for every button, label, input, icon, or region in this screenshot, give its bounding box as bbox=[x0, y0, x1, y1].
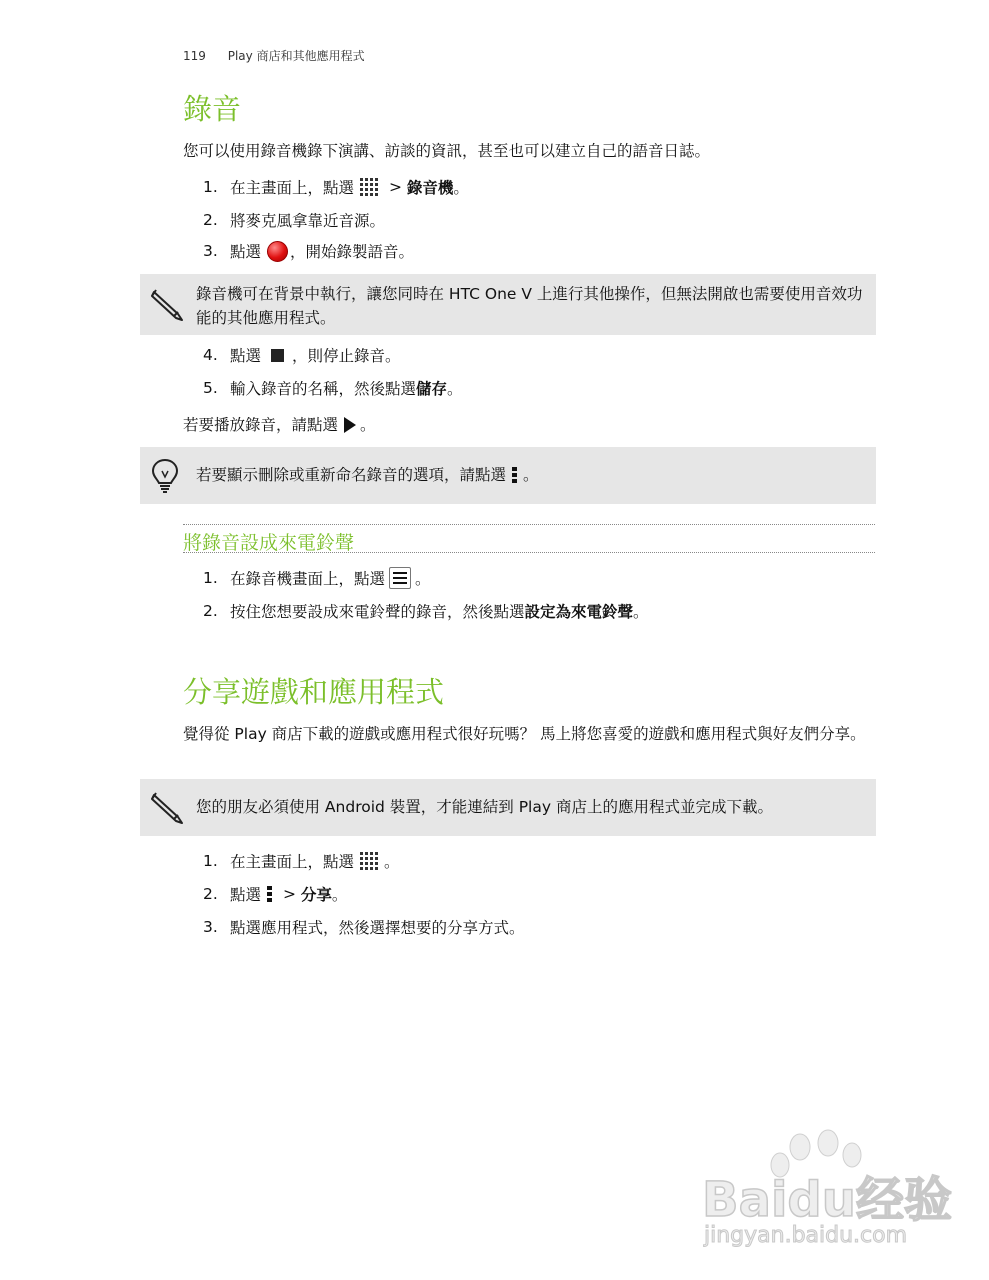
all-apps-grid-icon bbox=[360, 178, 378, 196]
tip-box bbox=[140, 447, 876, 504]
section-title-recording: 錄音 bbox=[183, 92, 242, 126]
note-box bbox=[140, 779, 876, 836]
playback-instruction: 若要播放錄音，請點選 。 bbox=[183, 416, 376, 434]
list-item: 1. 在主畫面上，點選 > 錄音機 。 bbox=[203, 178, 469, 197]
stop-icon bbox=[271, 349, 284, 362]
note-text: 您的朋友必須使用 Android 裝置，才能連結到 Play 商店上的應用程式並完成下載。 bbox=[196, 798, 773, 816]
watermark bbox=[700, 1125, 952, 1255]
subsection-title: 將錄音設成來電鈴聲 bbox=[183, 532, 355, 554]
more-vertical-icon bbox=[512, 467, 517, 483]
list-item: 4. 點選 ，則停止錄音。 bbox=[203, 346, 401, 365]
list-item: 1. 在主畫面上，點選 。 bbox=[203, 852, 400, 871]
note-box bbox=[140, 274, 876, 335]
chapter-title: Play 商店和其他應用程式 bbox=[227, 49, 365, 63]
list-item: 2. 按住您想要設成來電鈴聲的錄音，然後點選 設定為來電鈴聲 。 bbox=[203, 602, 649, 621]
play-icon bbox=[344, 417, 356, 433]
tip-text: 若要顯示刪除或重新命名錄音的選項，請點選 。 bbox=[196, 466, 539, 484]
page-number: 119 bbox=[183, 49, 206, 63]
list-item: 3. 點選 ，開始錄製語音。 bbox=[203, 242, 415, 261]
menu-icon bbox=[389, 567, 411, 589]
list-item: 2. 點選 > 分享 。 bbox=[203, 885, 348, 904]
list-item: 3. 點選應用程式，然後選擇想要的分享方式。 bbox=[203, 918, 525, 937]
watermark-logo: Baidu经验 bbox=[702, 1172, 952, 1228]
divider bbox=[183, 552, 875, 553]
page-header bbox=[183, 47, 365, 64]
pencil-icon bbox=[148, 787, 188, 831]
all-apps-grid-icon bbox=[360, 852, 378, 870]
list-item: 2. 將麥克風拿靠近音源。 bbox=[203, 211, 386, 230]
note-text: 錄音機可在背景中執行，讓您同時在 HTC One V 上進行其他操作，但無法開啟也需要使用音效功能的其他應用程式。 bbox=[196, 285, 863, 327]
section-intro: 您可以使用錄音機錄下演講、訪談的資訊，甚至也可以建立自己的語音日誌。 bbox=[183, 142, 711, 160]
divider bbox=[183, 524, 875, 525]
more-vertical-icon bbox=[267, 886, 272, 902]
pencil-icon bbox=[148, 284, 188, 328]
section-intro: 覺得從 Play 商店下載的遊戲或應用程式很好玩嗎？ 馬上將您喜愛的遊戲和應用程式與好友們分享。 bbox=[183, 725, 866, 743]
record-icon bbox=[267, 241, 288, 262]
list-item: 1. 在錄音機畫面上，點選 。 bbox=[203, 569, 431, 588]
section-title-share: 分享遊戲和應用程式 bbox=[183, 675, 445, 709]
lightbulb-icon bbox=[150, 457, 180, 499]
watermark-url: jingyan.baidu.com bbox=[704, 1223, 908, 1248]
list-item: 5. 輸入錄音的名稱，然後點選 儲存 。 bbox=[203, 379, 463, 398]
